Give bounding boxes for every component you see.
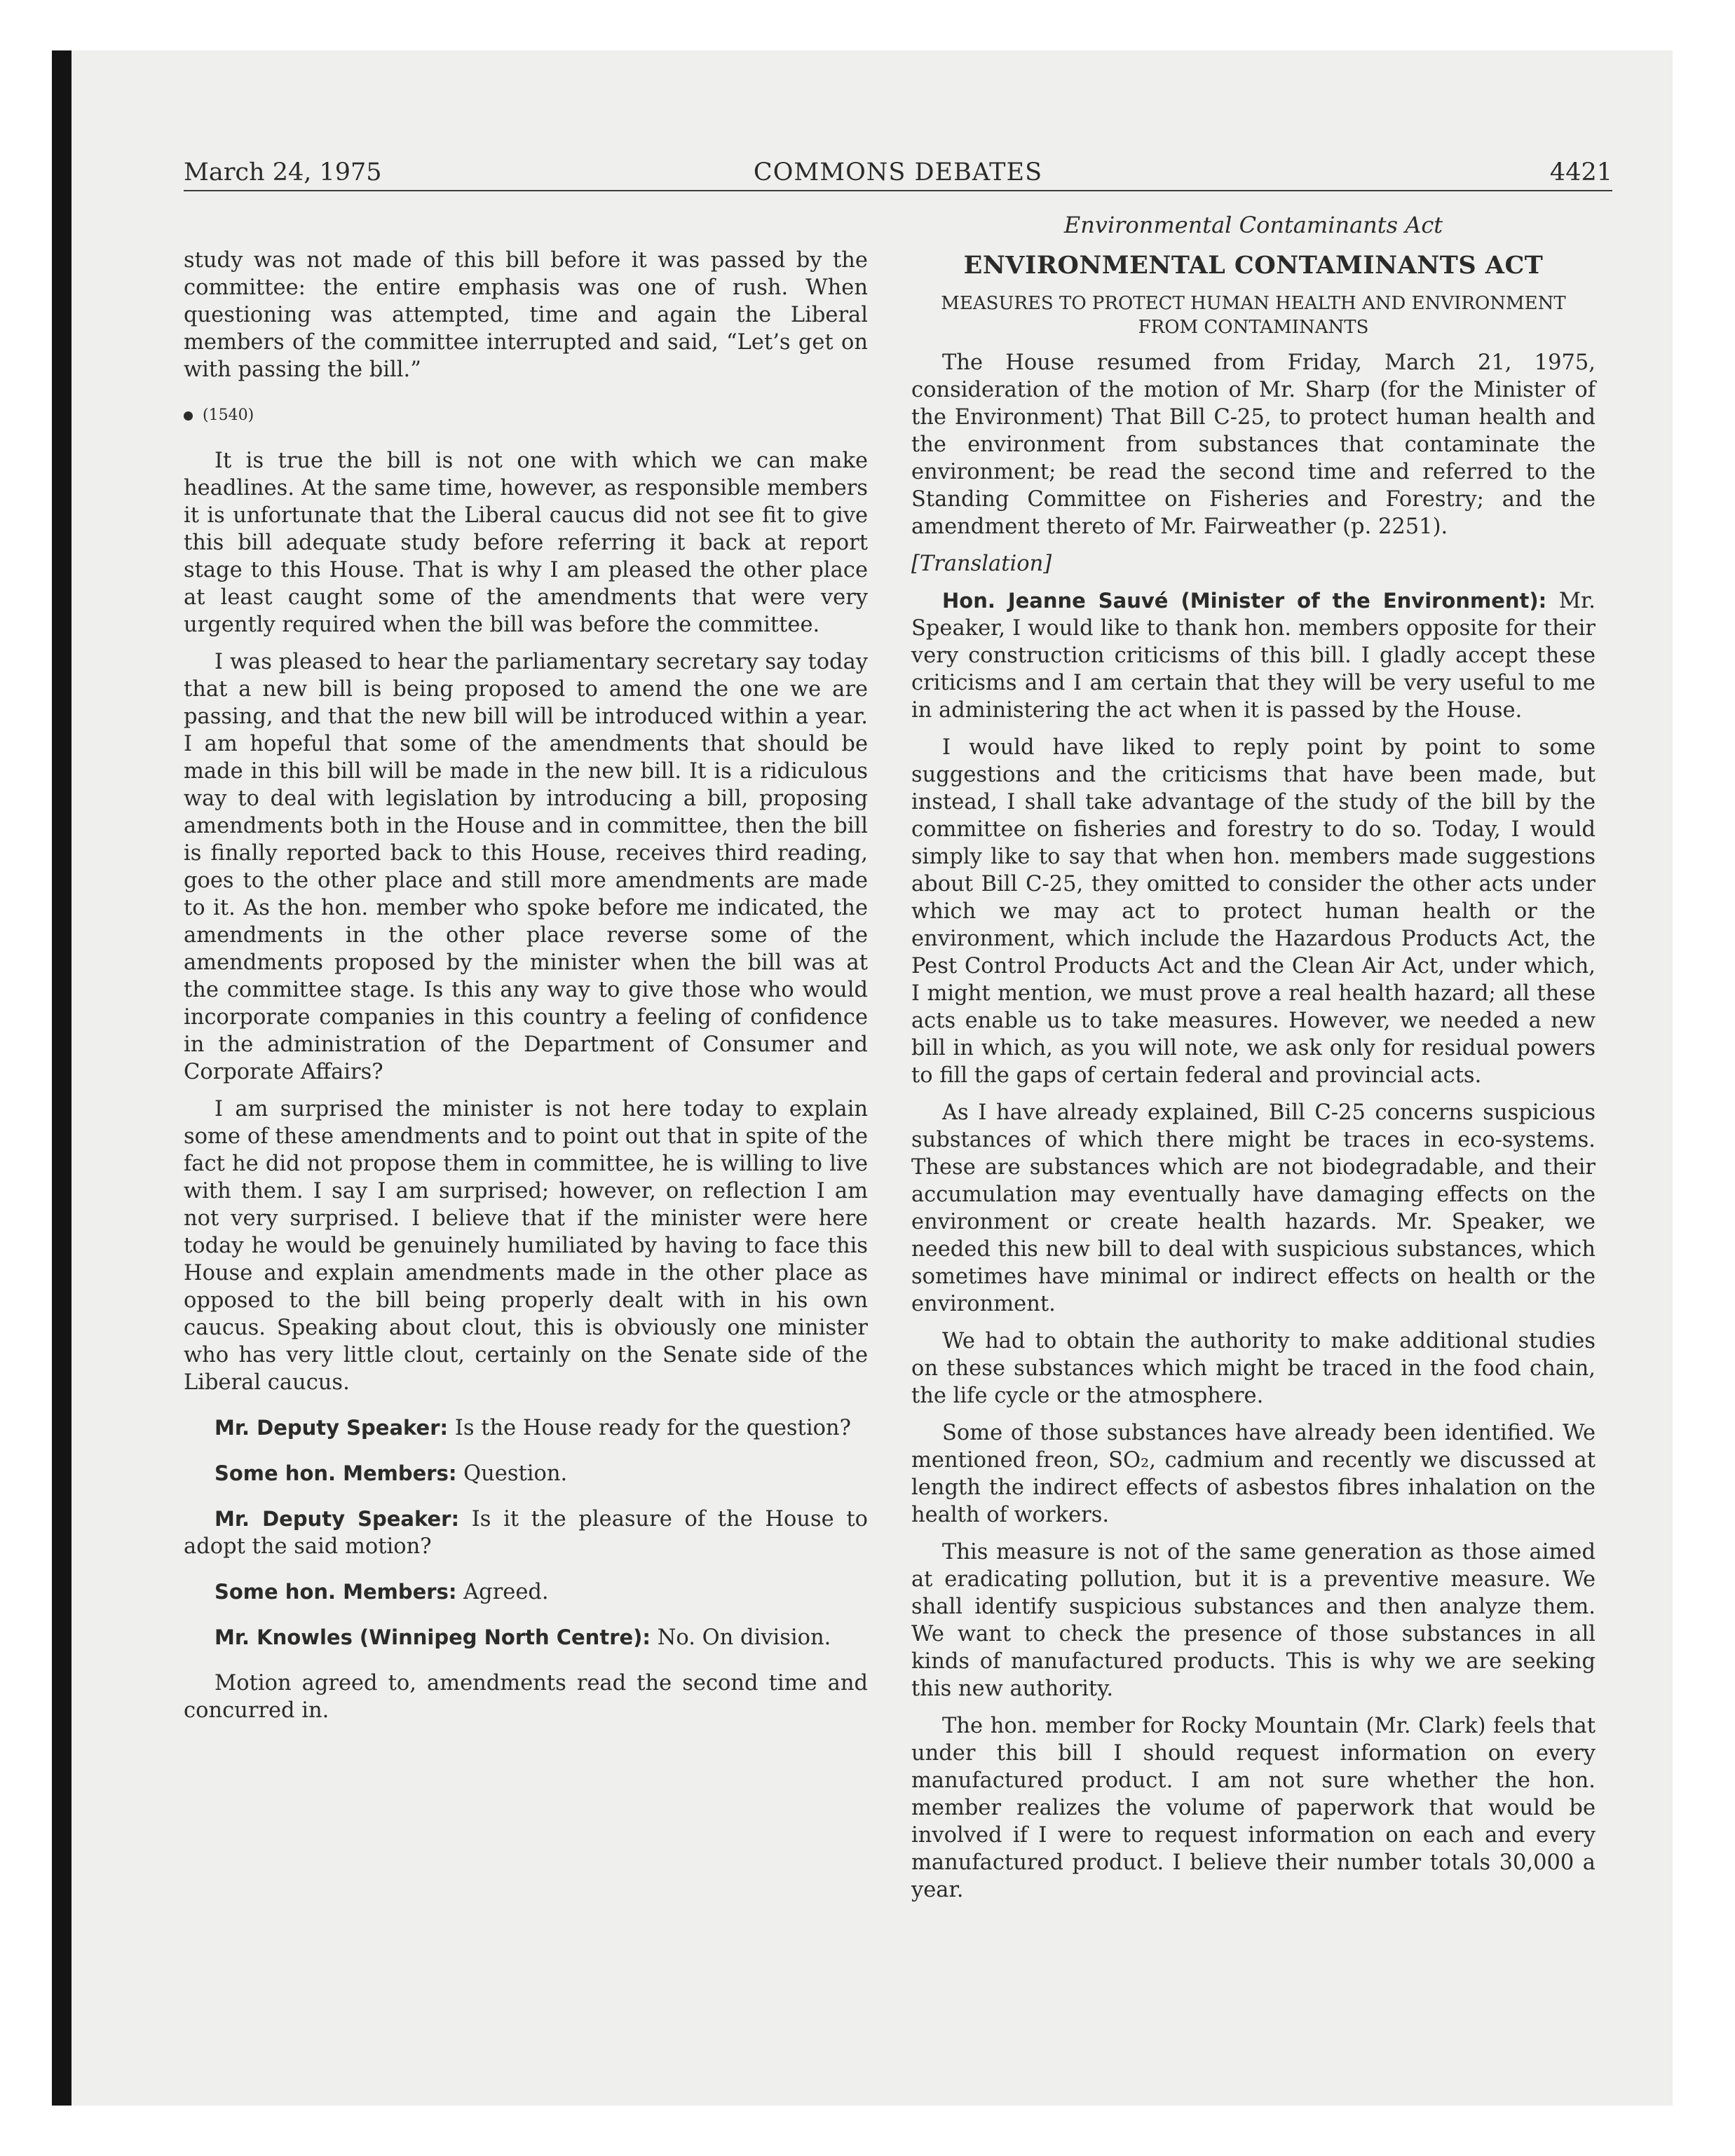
speech-text: Is it the pleasure of the House to adopt the said motion? [184,1507,868,1559]
paragraph: I was pleased to hear the parliamentary secretary say today that a new bill is being proposed to amend the one we are passing, and that the new bill will be introduced within a year. I am hopeful that some of the amendments that should be made in this bill will be made in the new bill. It is a ridiculous way to deal with legislation by introducing a bill, proposing amendments both in the House and in committee, then the bill is finally reported back to this House, receives third reading, goes to the other place and still more amendments are made to it. As the hon. member who spoke before me indicated, the amendments in the other place reverse some of the amendments proposed by the minister when the bill was at the committee stage. Is this any way to give those who would incorporate companies in this country a feeling of confidence in the administration of the Department of Consumer and Corporate Affairs? [184,650,868,1084]
running-head: Environmental Contaminants Act [1063,212,1443,238]
bullet-icon [184,411,193,421]
paragraph: This measure is not of the same generation as those aimed at eradicating pollution, but it is a preventive measure. We shall identify suspicious substances and then analyze them. We want to check the presence of those substances in all kinds of manufactured products. This is why we are seeking this new authority. [911,1540,1595,1701]
speech-text: Question. [463,1461,568,1486]
paragraph: The hon. member for Rocky Mountain (Mr. Clark) feels that under this bill I should request information on every manufactured product. I am not sure whether the hon. member realizes the volume of paperwork that would be involved if I were to request information on each and every manufactured product. I believe their number totals 30,000 a year. [911,1714,1595,1902]
speaker-name: Mr. Knowles (Winnipeg North Centre): [215,1625,651,1649]
speaker-name: Some hon. Members: [215,1461,457,1485]
time-marker [184,402,868,429]
speaker-turn [184,1624,868,1651]
speaker-turn [184,1414,868,1442]
scan-shadow-edge [52,50,72,2106]
page-header [184,156,1612,189]
subject-heading: ENVIRONMENTAL CONTAMINANTS ACT [963,251,1544,280]
speaker-name: Mr. Deputy Speaker: [215,1507,460,1531]
paragraph: I would have liked to reply point by point to some suggestions and the criticisms that have been made, but instead, I shall take advantage of the study of the bill by the committee on fisheries and forestry to do so. Today, I would simply like to say that when hon. members made suggestions about Bill C-25, they omitted to consider the other acts under which we may act to protect human health or the environment, which include the Hazardous Products Act, the Pest Control Products Act and the Clean Air Act, under which, I might mention, we must prove a real health hazard; all these acts enable us to take measures. However, we needed a new bill in which, as you will note, we ask only for residual powers to fill the gaps of certain federal and provincial acts. [911,735,1595,1088]
paragraph: It is true the bill is not one with which we can make headlines. At the same time, however, as responsible members it is unfortunate that the Liberal caucus did not see fit to give this bill adequate study before referring it back at report stage to this House. That is why I am pleased the other place at least caught some of the amendments that were very urgently required when the bill was before the committee. [184,449,868,637]
speaker-name: Mr. Deputy Speaker: [215,1416,449,1440]
speech-text: Agreed. [463,1580,549,1604]
speaker-name: Hon. Jeanne Sauvé (Minister of the Environment): [942,589,1547,613]
paragraph: We had to obtain the authority to make additional studies on these substances which might be traced in the food chain, the life cycle or the atmosphere. [911,1329,1595,1408]
right-column [911,210,1595,1913]
header-rule [184,190,1612,191]
left-column [184,247,868,1734]
paragraph: I am surprised the minister is not here today to explain some of these amendments and to point out that in spite of the fact he did not propose them in committee, he is willing to live with them. I say I am surprised; however, on reflection I am not very surprised. I believe that if the minister were here today he would be genuinely humiliated by having to face this House and explain amendments made in the other place as opposed to the bill being properly dealt with in his own caucus. Speaking about clout, this is obviously one minister who has very little clout, certainly on the Senate side of the Liberal caucus. [184,1097,868,1395]
speaker-turn [184,1460,868,1487]
translation-note: [Translation] [911,552,1052,576]
subheading: MEASURES TO PROTECT HUMAN HEALTH AND ENVIRONMENT FROM CONTAMINANTS [941,293,1566,338]
speech-text: Mr. Speaker, I would like to thank hon. members opposite for their very construction criticisms of this bill. I gladly accept these criticisms and I am certain that they will be very useful to me in administering the act when it is passed by the House. [911,589,1595,723]
speaker-turn [184,1506,868,1560]
time-marker-text: (1540) [203,407,254,424]
speaker-name: Some hon. Members: [215,1580,457,1604]
speech-text: Is the House ready for the question? [454,1416,851,1440]
speaker-turn [184,1578,868,1606]
paragraph: Some of those substances have already been identified. We mentioned freon, SO₂, cadmium and recently we discussed at length the indirect effects of asbestos fibres inhalation on the health of workers. [911,1421,1595,1527]
paragraph: As I have already explained, Bill C-25 concerns suspicious substances of which there might be traces in eco-systems. These are substances which are not biodegradable, and their accumulation may eventually have damaging effects on the environment or create health hazards. Mr. Speaker, we needed this new bill to deal with suspicious substances, which sometimes have minimal or indirect effects on health or the environment. [911,1100,1595,1316]
paragraph: Motion agreed to, amendments read the second time and concurred in. [184,1671,868,1723]
paragraph: study was not made of this bill before it was passed by the committee: the entire emphasis was one of rush. When questioning was attempted, time and again the Liberal members of the committee interrupted and said, “Let’s get on with passing the bill.” [184,248,868,382]
page-number: 4421 [1549,158,1612,186]
speech-text: No. On division. [657,1625,831,1650]
header-title: COMMONS DEBATES [753,158,1043,186]
speaker-turn [911,587,1595,724]
header-date: March 24, 1975 [184,158,382,186]
paragraph: The House resumed from Friday, March 21, 1975, consideration of the motion of Mr. Sharp (for the Minister of the Environment) That Bill C-25, to protect human health and the environment from substances that contaminate the environment; be read the second time and referred to the Standing Committee on Fisheries and Forestry; and the amendment thereto of Mr. Fairweather (p. 2251). [911,350,1595,539]
